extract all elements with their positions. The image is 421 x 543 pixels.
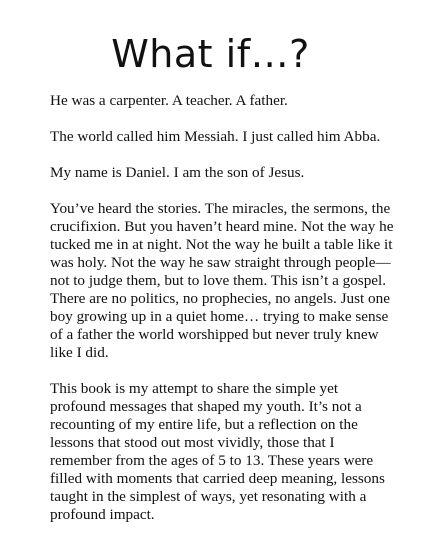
body-text (50, 92, 395, 542)
paragraph-1: He was a carpenter. A teacher. A father. (50, 92, 288, 109)
paragraph-2: The world called him Messiah. I just called him Abba. (50, 128, 381, 145)
paragraph-4: You’ve heard the stories. The miracles, the sermons, the crucifixion. But you haven’t heard mine. Not the way he tucked me in at night. Not the way he built a table like it was holy. Not the way he saw straight through people—not to judge them, but to love them. This isn’t a gospel. There are no politics, no prophecies, no angels. Just one boy growing up in a quiet home… trying to make sense of a father the world worshipped but never truly knew like I did. (50, 200, 394, 361)
paragraph-5: This book is my attempt to share the simple yet profound messages that shaped my youth. It’s not a recounting of my entire life, but a reflection on the lessons that stood out most vividly, those that I remember from the ages of 5 to 13. These years were filled with moments that carried deep meaning, lessons taught in the simplest of ways, yet resonating with a profound impact. (50, 380, 385, 523)
paragraph-3: My name is Daniel. I am the son of Jesus. (50, 164, 305, 181)
page-title: What if…? (111, 32, 310, 76)
